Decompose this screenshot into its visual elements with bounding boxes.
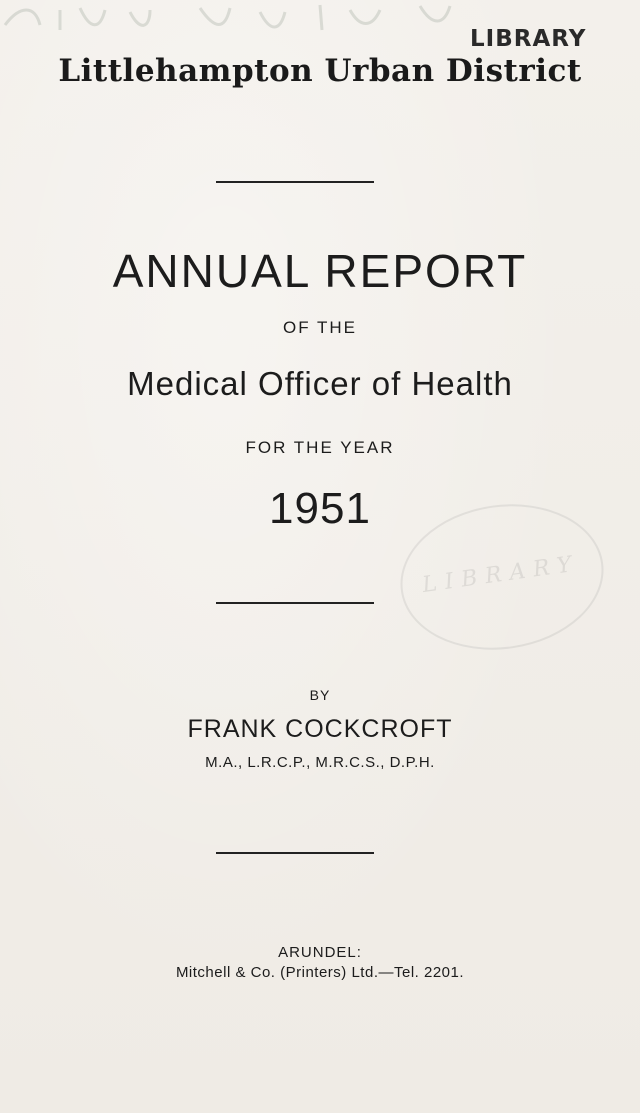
divider-top xyxy=(216,181,374,183)
imprint-printer: Mitchell & Co. (Printers) Ltd.—Tel. 2201. xyxy=(175,964,465,981)
divider-bottom xyxy=(216,852,374,854)
for-the-year-label: FOR THE YEAR xyxy=(245,438,395,457)
imprint-place: ARUNDEL: xyxy=(278,944,362,961)
of-the-label: OF THE xyxy=(282,318,358,337)
divider-middle xyxy=(216,602,374,604)
author-qualifications: M.A., L.R.C.P., M.R.C.S., D.P.H. xyxy=(205,754,435,771)
officer-title: Medical Officer of Health xyxy=(127,365,513,402)
report-title: ANNUAL REPORT xyxy=(112,245,528,297)
faint-library-stamp: LIBRARY xyxy=(391,492,613,663)
by-label: BY xyxy=(309,687,331,703)
author-name: FRANK COCKCROFT xyxy=(187,715,453,743)
report-year: 1951 xyxy=(269,484,371,533)
district-heading: Littlehampton Urban District xyxy=(58,53,582,89)
library-stamp: LIBRARY xyxy=(470,26,587,52)
